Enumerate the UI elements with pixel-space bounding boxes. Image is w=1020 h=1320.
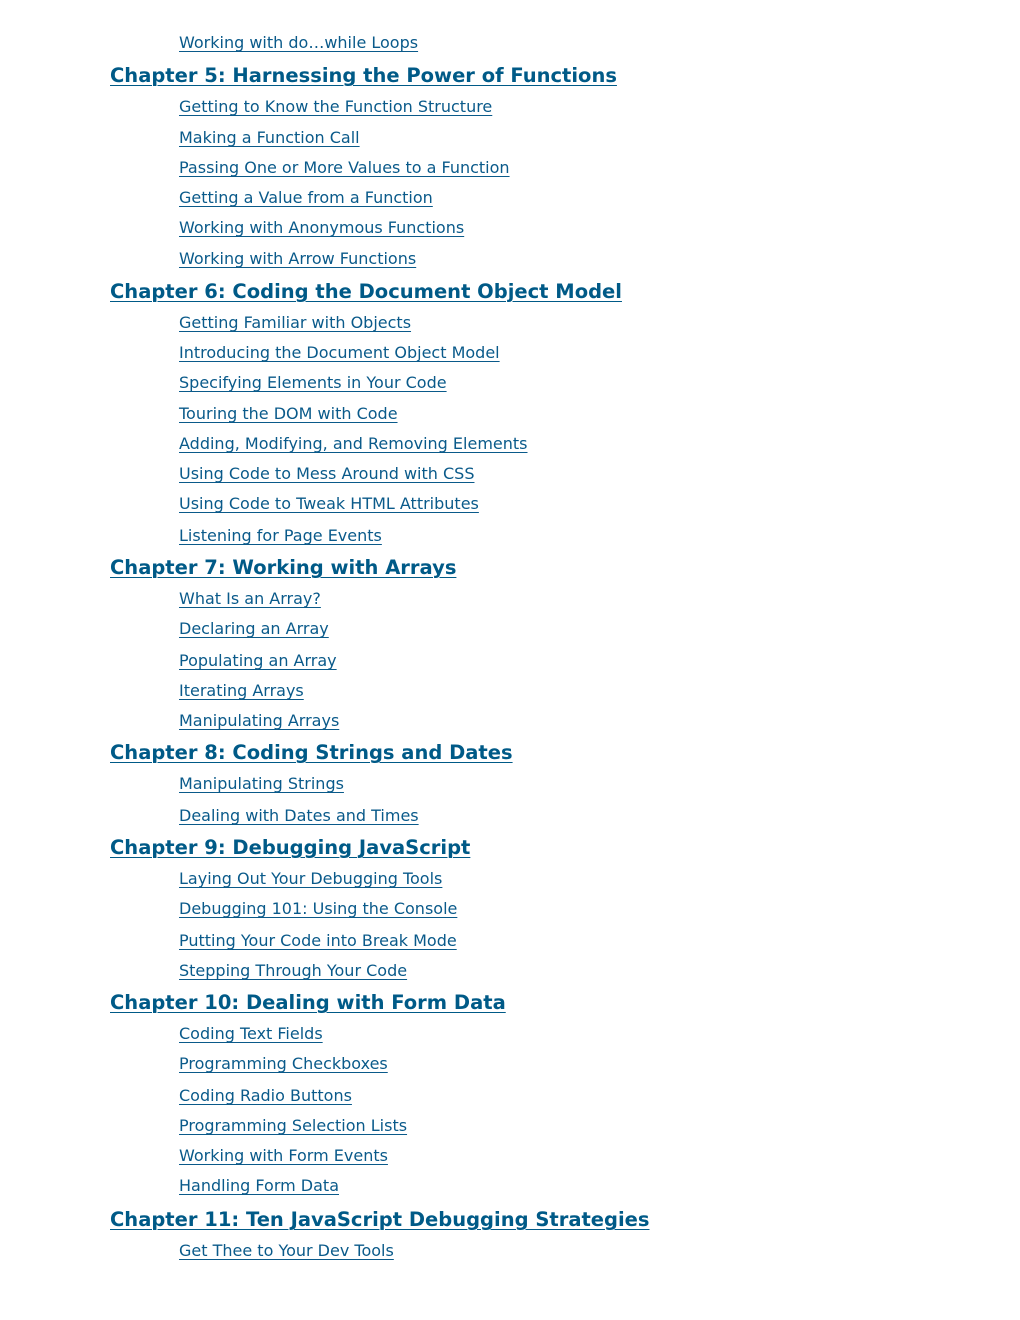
section-link-manipulating-arrays[interactable]: Manipulating Arrays xyxy=(179,711,340,730)
chapter-link-chapter-11-ten-javascript-debugging-strategies[interactable]: Chapter 11: Ten JavaScript Debugging Strategies xyxy=(110,1208,650,1231)
section-link-using-code-to-mess-around-with-css[interactable]: Using Code to Mess Around with CSS xyxy=(179,464,475,483)
chapter-link-chapter-6-coding-the-document-object-model[interactable]: Chapter 6: Coding the Document Object Model xyxy=(110,280,622,303)
section-link-passing-one-or-more-values-to-a-function[interactable]: Passing One or More Values to a Function xyxy=(179,158,510,177)
section-link-introducing-the-document-object-model[interactable]: Introducing the Document Object Model xyxy=(179,343,500,362)
section-link-working-with-anonymous-functions[interactable]: Working with Anonymous Functions xyxy=(179,218,465,237)
section-link-get-thee-to-your-dev-tools[interactable]: Get Thee to Your Dev Tools xyxy=(179,1241,394,1260)
section-link-programming-checkboxes[interactable]: Programming Checkboxes xyxy=(179,1054,388,1073)
chapter-link-chapter-8-coding-strings-and-dates[interactable]: Chapter 8: Coding Strings and Dates xyxy=(110,741,513,764)
section-link-manipulating-strings[interactable]: Manipulating Strings xyxy=(179,774,344,793)
section-link-coding-radio-buttons[interactable]: Coding Radio Buttons xyxy=(179,1086,352,1105)
chapter-link-chapter-5-harnessing-the-power-of-functions[interactable]: Chapter 5: Harnessing the Power of Functions xyxy=(110,64,617,87)
section-link-debugging-101-using-the-console[interactable]: Debugging 101: Using the Console xyxy=(179,899,458,918)
chapter-link-chapter-10-dealing-with-form-data[interactable]: Chapter 10: Dealing with Form Data xyxy=(110,991,506,1014)
section-link-getting-a-value-from-a-function[interactable]: Getting a Value from a Function xyxy=(179,188,433,207)
chapter-link-chapter-7-working-with-arrays[interactable]: Chapter 7: Working with Arrays xyxy=(110,556,457,579)
section-link-stepping-through-your-code[interactable]: Stepping Through Your Code xyxy=(179,961,408,980)
section-link-listening-for-page-events[interactable]: Listening for Page Events xyxy=(179,526,382,545)
section-link-working-with-do-while-loops[interactable]: Working with do…while Loops xyxy=(179,33,419,52)
section-link-getting-to-know-the-function-structure[interactable]: Getting to Know the Function Structure xyxy=(179,97,493,116)
chapter-link-chapter-9-debugging-javascript[interactable]: Chapter 9: Debugging JavaScript xyxy=(110,836,471,859)
section-link-what-is-an-array[interactable]: What Is an Array? xyxy=(179,589,321,608)
section-link-programming-selection-lists[interactable]: Programming Selection Lists xyxy=(179,1116,408,1135)
section-link-making-a-function-call[interactable]: Making a Function Call xyxy=(179,128,360,147)
section-link-handling-form-data[interactable]: Handling Form Data xyxy=(179,1176,339,1195)
section-link-using-code-to-tweak-html-attributes[interactable]: Using Code to Tweak HTML Attributes xyxy=(179,494,479,513)
section-link-specifying-elements-in-your-code[interactable]: Specifying Elements in Your Code xyxy=(179,373,447,392)
section-link-declaring-an-array[interactable]: Declaring an Array xyxy=(179,619,329,638)
section-link-touring-the-dom-with-code[interactable]: Touring the DOM with Code xyxy=(179,404,398,423)
section-link-working-with-arrow-functions[interactable]: Working with Arrow Functions xyxy=(179,249,417,268)
section-link-dealing-with-dates-and-times[interactable]: Dealing with Dates and Times xyxy=(179,806,419,825)
section-link-populating-an-array[interactable]: Populating an Array xyxy=(179,651,337,670)
section-link-laying-out-your-debugging-tools[interactable]: Laying Out Your Debugging Tools xyxy=(179,869,443,888)
section-link-putting-your-code-into-break-mode[interactable]: Putting Your Code into Break Mode xyxy=(179,931,457,950)
section-link-iterating-arrays[interactable]: Iterating Arrays xyxy=(179,681,304,700)
section-link-adding-modifying-and-removing-elements[interactable]: Adding, Modifying, and Removing Elements xyxy=(179,434,528,453)
section-link-working-with-form-events[interactable]: Working with Form Events xyxy=(179,1146,388,1165)
section-link-getting-familiar-with-objects[interactable]: Getting Familiar with Objects xyxy=(179,313,412,332)
section-link-coding-text-fields[interactable]: Coding Text Fields xyxy=(179,1024,323,1043)
